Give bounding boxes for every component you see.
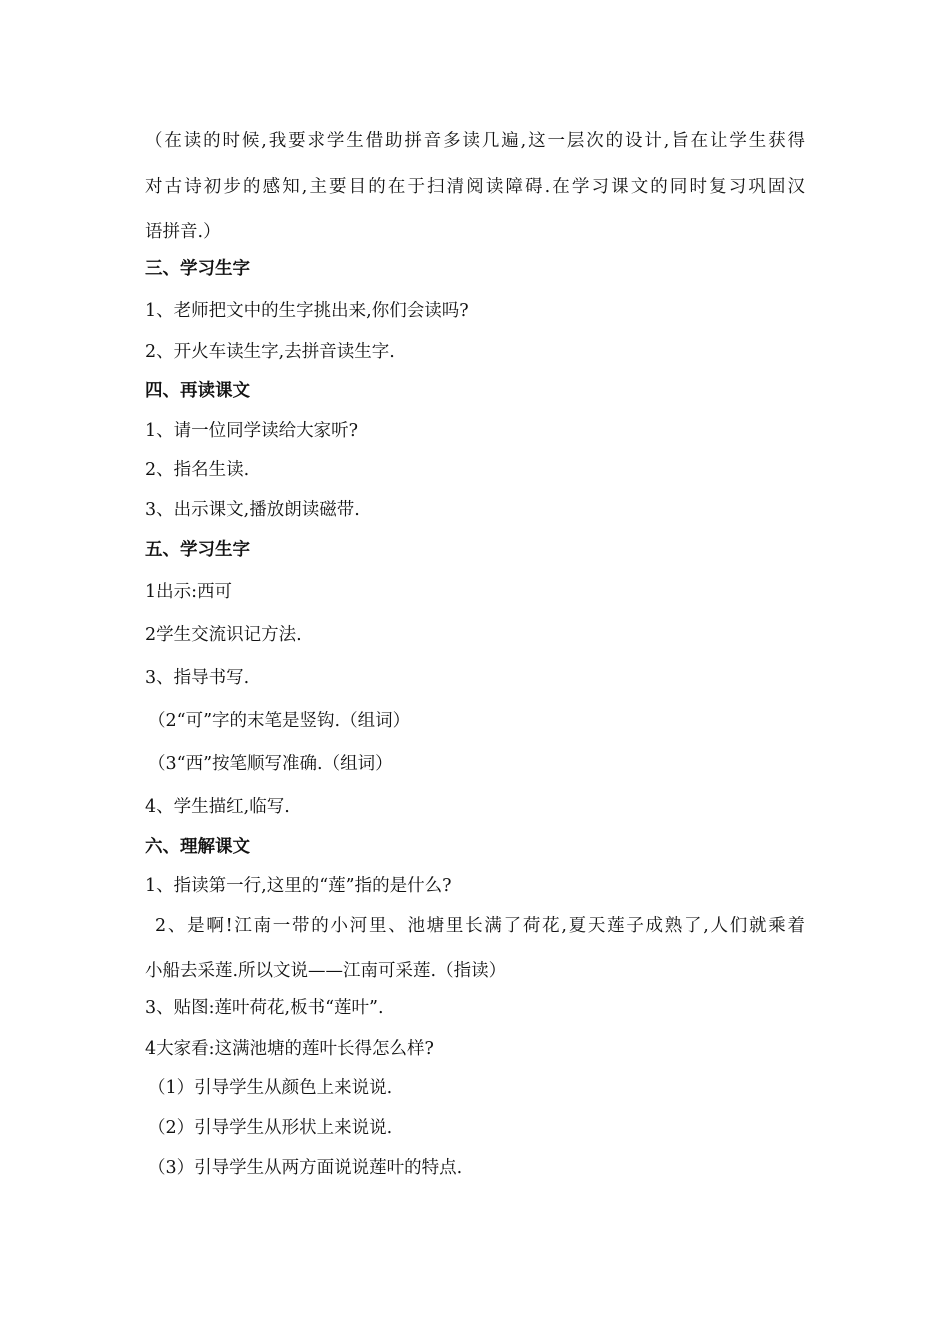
paragraph-line: （在读的时候,我要求学生借助拼音多读几遍,这一层次的设计,旨在让学生获得 <box>145 131 805 151</box>
paragraph-line: 3、贴图:莲叶荷花,板书“莲叶”. <box>145 998 384 1018</box>
paragraph-line: 2、指名生读. <box>145 460 250 480</box>
paragraph-line: 对古诗初步的感知,主要目的在于扫清阅读障碍.在学习课文的同时复习巩固汉 <box>145 177 805 197</box>
section-heading: 五、学习生字 <box>145 540 250 560</box>
paragraph-line: （3“西”按笔顺写准确.（组词） <box>148 754 393 774</box>
paragraph-line: （2）引导学生从形状上来说说. <box>148 1118 393 1138</box>
paragraph-line: 1出示:西可 <box>145 582 233 602</box>
paragraph-line: 3、指导书写. <box>145 668 250 688</box>
paragraph-line: 3、出示课文,播放朗读磁带. <box>145 500 360 520</box>
paragraph-line: 2学生交流识记方法. <box>145 625 302 645</box>
paragraph-line: 4、学生描红,临写. <box>145 797 290 817</box>
paragraph-line: 语拼音.） <box>145 222 221 242</box>
paragraph-line: 2、开火车读生字,去拼音读生字. <box>145 342 395 362</box>
paragraph-line: （1）引导学生从颜色上来说说. <box>148 1078 393 1098</box>
section-heading: 六、理解课文 <box>145 837 250 857</box>
paragraph-line: 1、指读第一行,这里的“莲”指的是什么? <box>145 876 452 896</box>
paragraph-line: 4大家看:这满池塘的莲叶长得怎么样? <box>145 1039 434 1059</box>
paragraph-line: （3）引导学生从两方面说说莲叶的特点. <box>148 1158 463 1178</box>
paragraph-line: 1、老师把文中的生字挑出来,你们会读吗? <box>145 301 469 321</box>
paragraph-line: 2、是啊!江南一带的小河里、池塘里长满了荷花,夏天莲子成熟了,人们就乘着 <box>155 916 805 936</box>
paragraph-line: （2“可”字的末笔是竖钩.（组词） <box>148 711 411 731</box>
paragraph-line: 1、请一位同学读给大家听? <box>145 421 359 441</box>
paragraph-line: 小船去采莲.所以文说——江南可采莲.（指读） <box>145 961 507 981</box>
section-heading: 四、再读课文 <box>145 381 250 401</box>
section-heading: 三、学习生字 <box>145 259 250 279</box>
